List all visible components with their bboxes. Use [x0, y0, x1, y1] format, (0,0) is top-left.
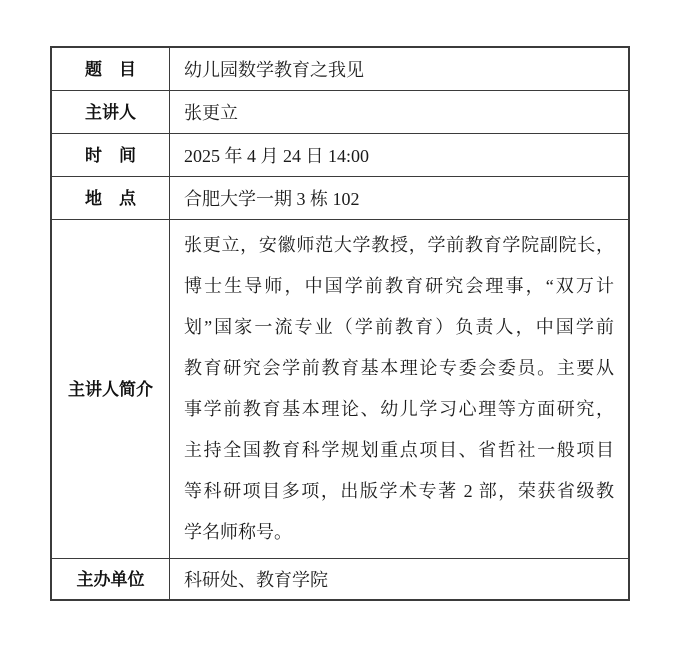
title-label: 题 目 — [52, 48, 170, 90]
speaker-value: 张更立 — [184, 103, 238, 123]
intro-line: 学名师称号。 — [184, 522, 292, 542]
table-row-location — [52, 176, 628, 219]
intro-line: 事学前教育基本理论、幼儿学习心理等方面研究， — [184, 399, 614, 419]
intro-line: 教育研究会学前教育基本理论专委会委员。主要从 — [184, 358, 614, 378]
table-row-speaker — [52, 90, 628, 133]
intro-line: 张更立，安徽师范大学教授，学前教育学院副院长， — [184, 235, 614, 255]
organizer-value: 科研处、教育学院 — [184, 570, 328, 590]
time-label: 时 间 — [52, 134, 170, 176]
organizer-label: 主办单位 — [52, 559, 170, 599]
table-row-speaker-intro — [52, 219, 628, 558]
table-row-organizer — [52, 558, 628, 599]
intro-line: 划”国家一流专业（学前教育）负责人，中国学前 — [184, 317, 614, 337]
title-value: 幼儿园数学教育之我见 — [184, 60, 364, 80]
intro-line: 博士生导师，中国学前教育研究会理事，“双万计 — [184, 276, 614, 296]
speaker-intro-value — [170, 220, 628, 558]
table-row-time — [52, 133, 628, 176]
speaker-intro-label: 主讲人简介 — [52, 220, 170, 558]
intro-line: 等科研项目多项，出版学术专著 2 部，荣获省级教 — [184, 481, 614, 501]
time-value: 2025 年 4 月 24 日 14:00 — [184, 146, 370, 166]
location-label: 地 点 — [52, 177, 170, 219]
lecture-info-table — [50, 46, 630, 601]
location-value: 合肥大学一期 3 栋 102 — [184, 189, 360, 209]
table-row-title — [52, 48, 628, 90]
intro-line: 主持全国教育科学规划重点项目、省哲社一般项目 — [184, 440, 614, 460]
speaker-label: 主讲人 — [52, 91, 170, 133]
